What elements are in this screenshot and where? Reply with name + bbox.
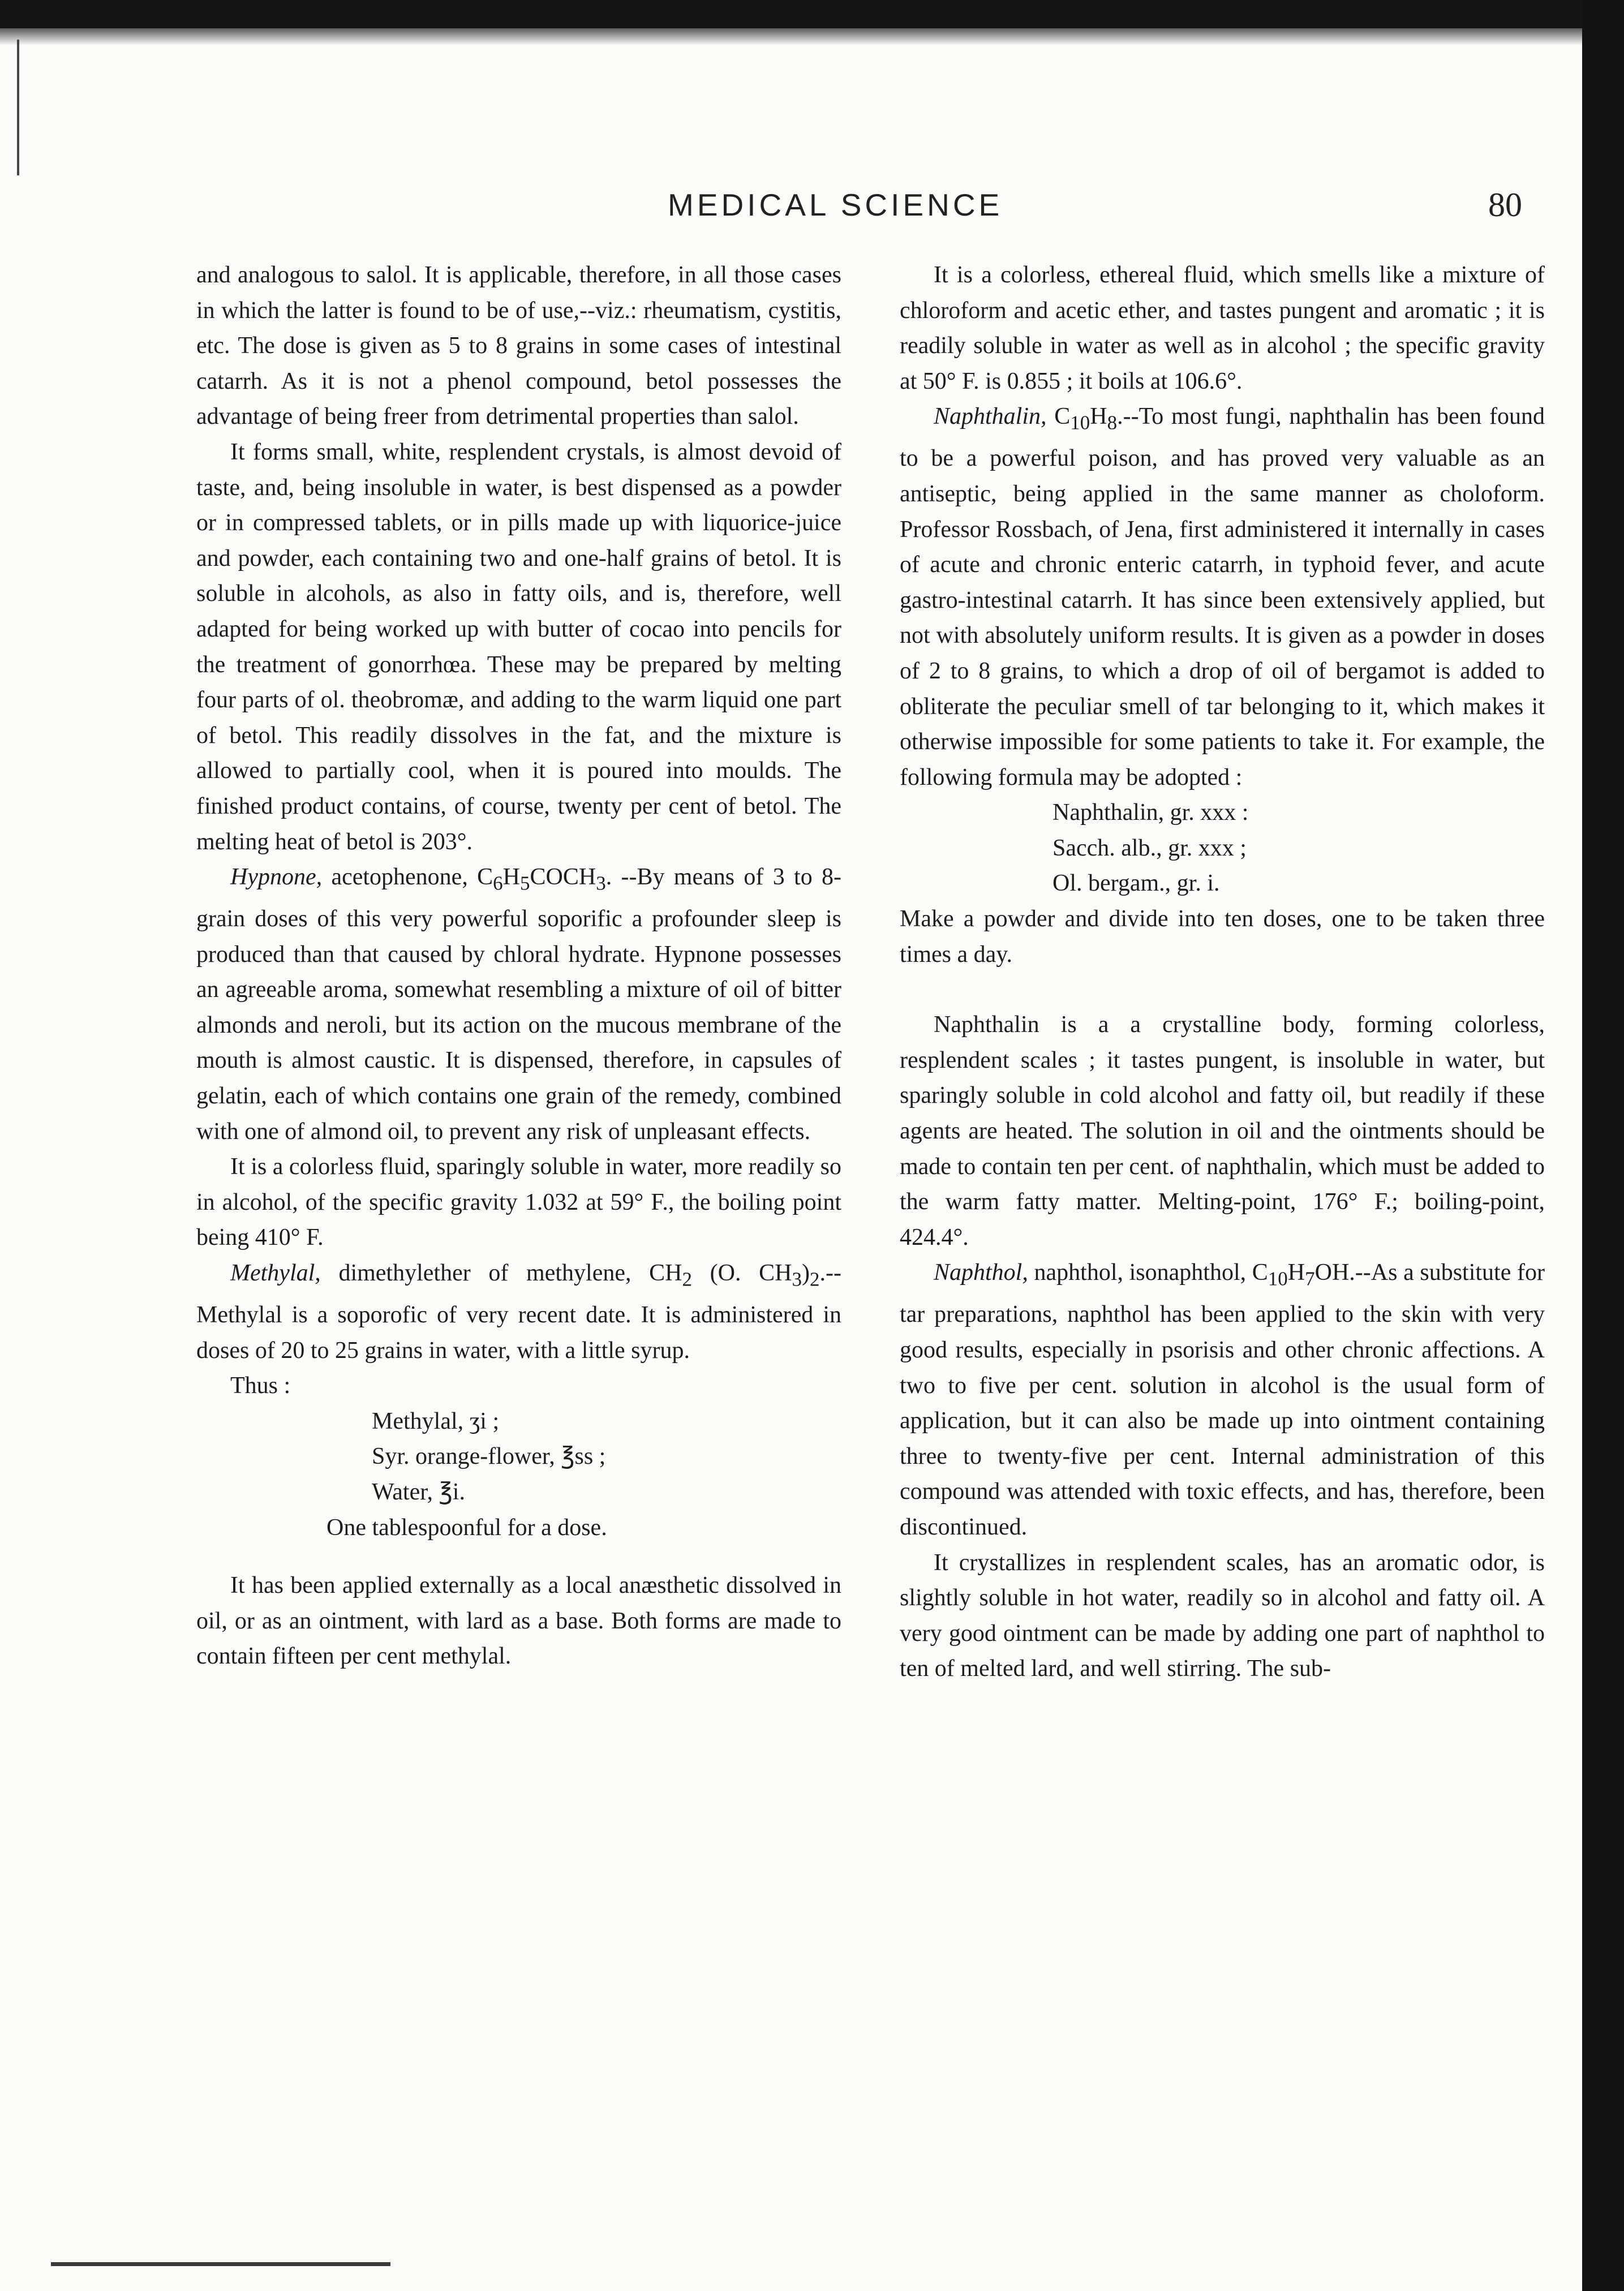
paragraph-naphthol-properties: It crystallizes in resplendent scales, has an aromatic odor, is slightly soluble in hot water, readily so in alcohol and fatty oil. A very good ointment can be made by adding one part of naphthol to ten of melted lard, and well stirring. The sub- <box>900 1549 1545 1682</box>
prescription-dose: One tablespoonful for a dose. <box>326 1514 607 1541</box>
term-naphthalin: Naphthalin, <box>934 403 1047 430</box>
naphthalin-sub-1: 10 <box>1070 411 1090 434</box>
naphthalin-formula-a: C <box>1046 403 1071 430</box>
paragraph-methylal <box>196 1256 841 1368</box>
term-hypnone: Hypnone, <box>230 864 323 891</box>
methylal-formula-b: (O. CH <box>692 1260 792 1287</box>
hypnone-sub-3: 3 <box>596 872 606 895</box>
prescription-line: Ol. bergam., gr. i. <box>1052 870 1220 897</box>
naphthalin-text: .--To most fungi, naphthalin has been found to be a powerful poison, and has proved very valuable as an antiseptic, being applied in the same manner as choloform. Professor Rossbach, of Jena, first administered it internally in cases of acute and chronic enteric catarrh, in typhoid fever, and acute gastro-intestinal catarrh. It has since been extensively applied, but not with absolutely uniform results. It is given as a powder in doses of 2 to 8 grains, to which a drop of oil of bergamot is added to obliterate the peculiar smell of tar belonging to it, which makes it otherwise impossible for some patients to take it. For example, the following formula may be adopted : <box>900 403 1545 790</box>
prescription-direction: Make a powder and divide into ten doses, one to be taken three times a day. <box>900 906 1545 968</box>
methylal-sub-2: 3 <box>792 1268 802 1291</box>
methylal-formula-a: dimethylether of methylene, CH <box>320 1260 682 1287</box>
prescription-line: Sacch. alb., gr. xxx ; <box>1052 835 1247 861</box>
methylal-sub-1: 2 <box>682 1268 692 1291</box>
left-column <box>196 257 841 1674</box>
naphthalin-formula-b: H <box>1090 403 1107 430</box>
paragraph-methylal-external: It has been applied externally as a local anæsthetic dissolved in oil, or as an ointment, with lard as a base. Both forms are made to contain fifteen per cent methylal. <box>196 1572 841 1670</box>
scan-top-shadow <box>0 28 1624 45</box>
prescription-line: Methylal, ʒi ; <box>372 1408 500 1434</box>
naphthalin-sub-2: 8 <box>1107 411 1118 434</box>
methylal-text: .--Methylal is a soporofic of very recent date. It is administered in doses of 20 to 25 grains in water, with a little syrup. <box>196 1260 841 1364</box>
methylal-sub-3: 2 <box>810 1268 820 1291</box>
naphthol-text: OH.--As a substitute for tar preparations, naphthol has been applied to the skin with very good results, especially in psorisis and other chronic affections. A two to five per cent. solution in alcohol is the usual form of application, but it can also be made up into ointment containing three to twenty-five per cent. Internal administration of this compound was attended with toxic effects, and has, therefore, been discontinued. <box>900 1260 1545 1540</box>
naphthol-sub-2: 7 <box>1305 1267 1315 1290</box>
paragraph-hypnone-properties: It is a colorless fluid, sparingly soluble in water, more readily so in alcohol, of the specific gravity 1.032 at 59° F., the boiling point being 410° F. <box>196 1154 841 1251</box>
term-methylal: Methylal, <box>230 1260 321 1287</box>
paragraph-betol-properties: It forms small, white, resplendent crystals, is almost devoid of taste, and, being insoluble in water, is best dispensed as a powder or in compressed tablets, or in pills made up with liquorice-juice and powder, each containing two and one-half grains of betol. It is soluble in alcohols, as also in fatty oils, and is, therefore, well adapted for being worked up with butter of cocao into pencils for the treatment of gonorrhœa. These may be prepared by melting four parts of ol. theobromæ, and adding to the warm liquid one part of betol. This readily dissolves in the fat, and the mixture is allowed to partially cool, when it is poured into moulds. The finished product contains, of course, twenty per cent of betol. The melting heat of betol is 203°. <box>196 439 841 855</box>
paragraph-betol-uses: and analogous to salol. It is applicable, therefore, in all those cases in which the latter is found to be of use,--viz.: rheumatism, cystitis, etc. The dose is given as 5 to 8 grains in some cases of intestinal catarrh. As it is not a phenol compound, betol possesses the advantage of being freer from detrimental properties than salol. <box>196 262 841 430</box>
hypnone-text: . --By means of 3 to 8-grain doses of this very powerful soporific a profounder sleep is produced than that caused by chloral hydrate. Hypnone possesses an agreeable aroma, somewhat resembling a mixture of oil of bitter almonds and neroli, but its action on the mucous membrane of the mouth is almost caustic. It is dispensed, therefore, in capsules of gelatin, each of which contains one grain of the remedy, combined with one of almond oil, to prevent any risk of unpleasant effects. <box>196 864 841 1145</box>
hypnone-sub-2: 5 <box>519 872 530 895</box>
hypnone-formula-c: COCH <box>530 864 596 891</box>
hypnone-formula-b: H <box>502 864 520 891</box>
hypnone-sub-1: 6 <box>493 872 503 895</box>
right-column <box>900 257 1545 1687</box>
page-number: 80 <box>1488 186 1522 223</box>
prescription-line: Syr. orange-flower, ℥ss ; <box>372 1443 606 1470</box>
methylal-formula-c: ) <box>802 1260 810 1287</box>
running-title: MEDICAL SCIENCE <box>668 187 1003 222</box>
hypnone-formula-a: acetophenone, C <box>322 864 493 891</box>
scan-left-edge-mark <box>17 40 19 175</box>
term-naphthol: Naphthol, <box>934 1260 1028 1286</box>
paragraph-naphthol <box>900 1255 1545 1545</box>
paragraph-naphthalin <box>900 399 1545 795</box>
prescription-line: Water, ℥i. <box>372 1478 465 1505</box>
naphthol-sub-1: 10 <box>1268 1267 1288 1290</box>
paragraph-methylal-properties: It is a colorless, ethereal fluid, which smells like a mixture of chloroform and acetic ether, and tastes pungent and aromatic ; it is readily soluble in water as well as in alcohol ; the specific gravity at 50° F. is 0.855 ; it boils at 106.6°. <box>900 262 1545 394</box>
scan-bottom-smudge <box>51 2262 390 2266</box>
naphthalin-prescription <box>900 795 1545 901</box>
prescription-line: Naphthalin, gr. xxx : <box>1052 800 1249 826</box>
naphthol-formula-a: naphthol, isonaphthol, C <box>1028 1260 1268 1286</box>
scan-right-border <box>1582 0 1624 2291</box>
paragraph-naphthalin-properties: Naphthalin is a a crystalline body, forming colorless, resplendent scales ; it tastes pungent, is insoluble in water, but sparingly soluble in cold alcohol and fatty oil, but readily if these agents are heated. The solution in oil and the ointments should be made to contain ten per cent. of naphthalin, which must be added to the warm fatty matter. Melting-point, 176° F.; boiling-point, 424.4°. <box>900 1012 1545 1250</box>
scan-top-border <box>0 0 1624 28</box>
paragraph-hypnone <box>196 859 841 1149</box>
paragraph-thus: Thus : <box>230 1373 291 1399</box>
methylal-prescription <box>196 1404 841 1545</box>
naphthol-formula-b: H <box>1287 1260 1305 1286</box>
